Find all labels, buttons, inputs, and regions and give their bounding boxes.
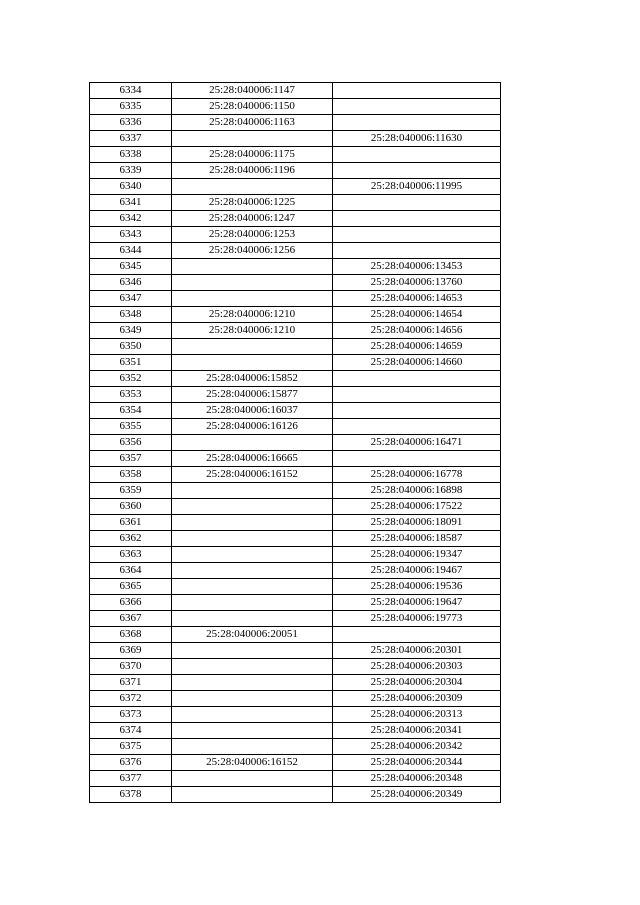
new-cadastral-number-cell: 25:28:040006:16778: [333, 467, 501, 483]
row-number-cell: 6370: [90, 659, 172, 675]
new-cadastral-number-cell: 25:28:040006:19347: [333, 547, 501, 563]
new-cadastral-number-cell: [333, 227, 501, 243]
table-row: [90, 243, 501, 259]
old-cadastral-number-cell: 25:28:040006:16037: [172, 403, 333, 419]
old-cadastral-number-cell: [172, 659, 333, 675]
new-cadastral-number-cell: [333, 147, 501, 163]
row-number-cell: 6377: [90, 771, 172, 787]
row-number-cell: 6373: [90, 707, 172, 723]
new-cadastral-number-cell: [333, 371, 501, 387]
row-number-cell: 6347: [90, 291, 172, 307]
old-cadastral-number-cell: [172, 675, 333, 691]
new-cadastral-number-cell: [333, 451, 501, 467]
new-cadastral-number-cell: 25:28:040006:20342: [333, 739, 501, 755]
row-number-cell: 6339: [90, 163, 172, 179]
new-cadastral-number-cell: 25:28:040006:14653: [333, 291, 501, 307]
row-number-cell: 6345: [90, 259, 172, 275]
old-cadastral-number-cell: [172, 547, 333, 563]
table-row: [90, 627, 501, 643]
table-row: [90, 435, 501, 451]
table-row: [90, 355, 501, 371]
row-number-cell: 6355: [90, 419, 172, 435]
old-cadastral-number-cell: [172, 563, 333, 579]
row-number-cell: 6376: [90, 755, 172, 771]
row-number-cell: 6371: [90, 675, 172, 691]
table-row: [90, 707, 501, 723]
table-row: [90, 547, 501, 563]
old-cadastral-number-cell: 25:28:040006:16152: [172, 755, 333, 771]
new-cadastral-number-cell: [333, 627, 501, 643]
old-cadastral-number-cell: 25:28:040006:1210: [172, 323, 333, 339]
new-cadastral-number-cell: 25:28:040006:20303: [333, 659, 501, 675]
table-row: [90, 291, 501, 307]
table-row: [90, 147, 501, 163]
table-row: [90, 403, 501, 419]
row-number-cell: 6335: [90, 99, 172, 115]
row-number-cell: 6361: [90, 515, 172, 531]
old-cadastral-number-cell: [172, 355, 333, 371]
new-cadastral-number-cell: [333, 243, 501, 259]
row-number-cell: 6350: [90, 339, 172, 355]
new-cadastral-number-cell: 25:28:040006:20349: [333, 787, 501, 803]
new-cadastral-number-cell: 25:28:040006:19536: [333, 579, 501, 595]
table-row: [90, 723, 501, 739]
row-number-cell: 6365: [90, 579, 172, 595]
table-row: [90, 227, 501, 243]
table-row: [90, 595, 501, 611]
new-cadastral-number-cell: 25:28:040006:19773: [333, 611, 501, 627]
table-row: [90, 259, 501, 275]
row-number-cell: 6357: [90, 451, 172, 467]
table-row: [90, 643, 501, 659]
old-cadastral-number-cell: [172, 339, 333, 355]
new-cadastral-number-cell: 25:28:040006:14656: [333, 323, 501, 339]
row-number-cell: 6368: [90, 627, 172, 643]
table-row: [90, 131, 501, 147]
old-cadastral-number-cell: 25:28:040006:1210: [172, 307, 333, 323]
row-number-cell: 6375: [90, 739, 172, 755]
table-row: [90, 339, 501, 355]
table-row: [90, 211, 501, 227]
old-cadastral-number-cell: 25:28:040006:1253: [172, 227, 333, 243]
new-cadastral-number-cell: 25:28:040006:14660: [333, 355, 501, 371]
old-cadastral-number-cell: [172, 643, 333, 659]
old-cadastral-number-cell: [172, 515, 333, 531]
row-number-cell: 6356: [90, 435, 172, 451]
table-row: [90, 179, 501, 195]
new-cadastral-number-cell: [333, 195, 501, 211]
new-cadastral-number-cell: 25:28:040006:16898: [333, 483, 501, 499]
row-number-cell: 6374: [90, 723, 172, 739]
old-cadastral-number-cell: 25:28:040006:15852: [172, 371, 333, 387]
new-cadastral-number-cell: 25:28:040006:11630: [333, 131, 501, 147]
table-row: [90, 419, 501, 435]
new-cadastral-number-cell: 25:28:040006:13453: [333, 259, 501, 275]
table-row: [90, 115, 501, 131]
cadastral-number-table: [89, 82, 501, 803]
new-cadastral-number-cell: 25:28:040006:20344: [333, 755, 501, 771]
old-cadastral-number-cell: [172, 771, 333, 787]
new-cadastral-number-cell: 25:28:040006:20348: [333, 771, 501, 787]
new-cadastral-number-cell: 25:28:040006:19647: [333, 595, 501, 611]
row-number-cell: 6353: [90, 387, 172, 403]
row-number-cell: 6354: [90, 403, 172, 419]
new-cadastral-number-cell: 25:28:040006:17522: [333, 499, 501, 515]
row-number-cell: 6359: [90, 483, 172, 499]
row-number-cell: 6338: [90, 147, 172, 163]
old-cadastral-number-cell: 25:28:040006:16126: [172, 419, 333, 435]
table-row: [90, 99, 501, 115]
table-row: [90, 563, 501, 579]
new-cadastral-number-cell: [333, 419, 501, 435]
table-row: [90, 675, 501, 691]
row-number-cell: 6360: [90, 499, 172, 515]
old-cadastral-number-cell: [172, 787, 333, 803]
old-cadastral-number-cell: [172, 707, 333, 723]
row-number-cell: 6343: [90, 227, 172, 243]
table-row: [90, 83, 501, 99]
row-number-cell: 6346: [90, 275, 172, 291]
old-cadastral-number-cell: 25:28:040006:15877: [172, 387, 333, 403]
row-number-cell: 6363: [90, 547, 172, 563]
row-number-cell: 6352: [90, 371, 172, 387]
new-cadastral-number-cell: 25:28:040006:14659: [333, 339, 501, 355]
table-row: [90, 451, 501, 467]
table-row: [90, 371, 501, 387]
new-cadastral-number-cell: 25:28:040006:20301: [333, 643, 501, 659]
new-cadastral-number-cell: 25:28:040006:11995: [333, 179, 501, 195]
table-row: [90, 611, 501, 627]
table-row: [90, 275, 501, 291]
row-number-cell: 6364: [90, 563, 172, 579]
row-number-cell: 6358: [90, 467, 172, 483]
table-body: [90, 83, 501, 803]
old-cadastral-number-cell: [172, 531, 333, 547]
table-row: [90, 755, 501, 771]
old-cadastral-number-cell: [172, 691, 333, 707]
new-cadastral-number-cell: 25:28:040006:19467: [333, 563, 501, 579]
row-number-cell: 6337: [90, 131, 172, 147]
new-cadastral-number-cell: [333, 115, 501, 131]
new-cadastral-number-cell: [333, 163, 501, 179]
table-row: [90, 467, 501, 483]
row-number-cell: 6378: [90, 787, 172, 803]
old-cadastral-number-cell: [172, 275, 333, 291]
old-cadastral-number-cell: [172, 483, 333, 499]
old-cadastral-number-cell: [172, 739, 333, 755]
new-cadastral-number-cell: 25:28:040006:20304: [333, 675, 501, 691]
old-cadastral-number-cell: [172, 595, 333, 611]
new-cadastral-number-cell: 25:28:040006:20313: [333, 707, 501, 723]
table-row: [90, 771, 501, 787]
old-cadastral-number-cell: 25:28:040006:1225: [172, 195, 333, 211]
new-cadastral-number-cell: 25:28:040006:18091: [333, 515, 501, 531]
row-number-cell: 6344: [90, 243, 172, 259]
old-cadastral-number-cell: [172, 179, 333, 195]
table-row: [90, 787, 501, 803]
new-cadastral-number-cell: 25:28:040006:18587: [333, 531, 501, 547]
new-cadastral-number-cell: 25:28:040006:14654: [333, 307, 501, 323]
old-cadastral-number-cell: [172, 579, 333, 595]
new-cadastral-number-cell: [333, 99, 501, 115]
old-cadastral-number-cell: 25:28:040006:1247: [172, 211, 333, 227]
old-cadastral-number-cell: 25:28:040006:1256: [172, 243, 333, 259]
table-row: [90, 739, 501, 755]
row-number-cell: 6341: [90, 195, 172, 211]
old-cadastral-number-cell: [172, 611, 333, 627]
new-cadastral-number-cell: 25:28:040006:16471: [333, 435, 501, 451]
row-number-cell: 6366: [90, 595, 172, 611]
old-cadastral-number-cell: 25:28:040006:1163: [172, 115, 333, 131]
old-cadastral-number-cell: 25:28:040006:16665: [172, 451, 333, 467]
table-row: [90, 659, 501, 675]
row-number-cell: 6369: [90, 643, 172, 659]
old-cadastral-number-cell: 25:28:040006:1147: [172, 83, 333, 99]
table-row: [90, 195, 501, 211]
old-cadastral-number-cell: 25:28:040006:1150: [172, 99, 333, 115]
row-number-cell: 6340: [90, 179, 172, 195]
table-row: [90, 307, 501, 323]
table-row: [90, 163, 501, 179]
old-cadastral-number-cell: [172, 499, 333, 515]
new-cadastral-number-cell: [333, 83, 501, 99]
new-cadastral-number-cell: [333, 403, 501, 419]
table-row: [90, 691, 501, 707]
old-cadastral-number-cell: [172, 291, 333, 307]
row-number-cell: 6334: [90, 83, 172, 99]
table-row: [90, 387, 501, 403]
table-row: [90, 499, 501, 515]
old-cadastral-number-cell: 25:28:040006:1175: [172, 147, 333, 163]
table-row: [90, 579, 501, 595]
table-row: [90, 531, 501, 547]
row-number-cell: 6362: [90, 531, 172, 547]
new-cadastral-number-cell: [333, 387, 501, 403]
old-cadastral-number-cell: [172, 131, 333, 147]
row-number-cell: 6336: [90, 115, 172, 131]
new-cadastral-number-cell: [333, 211, 501, 227]
table-row: [90, 483, 501, 499]
row-number-cell: 6372: [90, 691, 172, 707]
old-cadastral-number-cell: 25:28:040006:16152: [172, 467, 333, 483]
row-number-cell: 6367: [90, 611, 172, 627]
old-cadastral-number-cell: 25:28:040006:20051: [172, 627, 333, 643]
row-number-cell: 6351: [90, 355, 172, 371]
old-cadastral-number-cell: [172, 435, 333, 451]
table-row: [90, 515, 501, 531]
old-cadastral-number-cell: [172, 723, 333, 739]
table-row: [90, 323, 501, 339]
new-cadastral-number-cell: 25:28:040006:20309: [333, 691, 501, 707]
row-number-cell: 6349: [90, 323, 172, 339]
old-cadastral-number-cell: [172, 259, 333, 275]
old-cadastral-number-cell: 25:28:040006:1196: [172, 163, 333, 179]
row-number-cell: 6348: [90, 307, 172, 323]
new-cadastral-number-cell: 25:28:040006:13760: [333, 275, 501, 291]
new-cadastral-number-cell: 25:28:040006:20341: [333, 723, 501, 739]
row-number-cell: 6342: [90, 211, 172, 227]
